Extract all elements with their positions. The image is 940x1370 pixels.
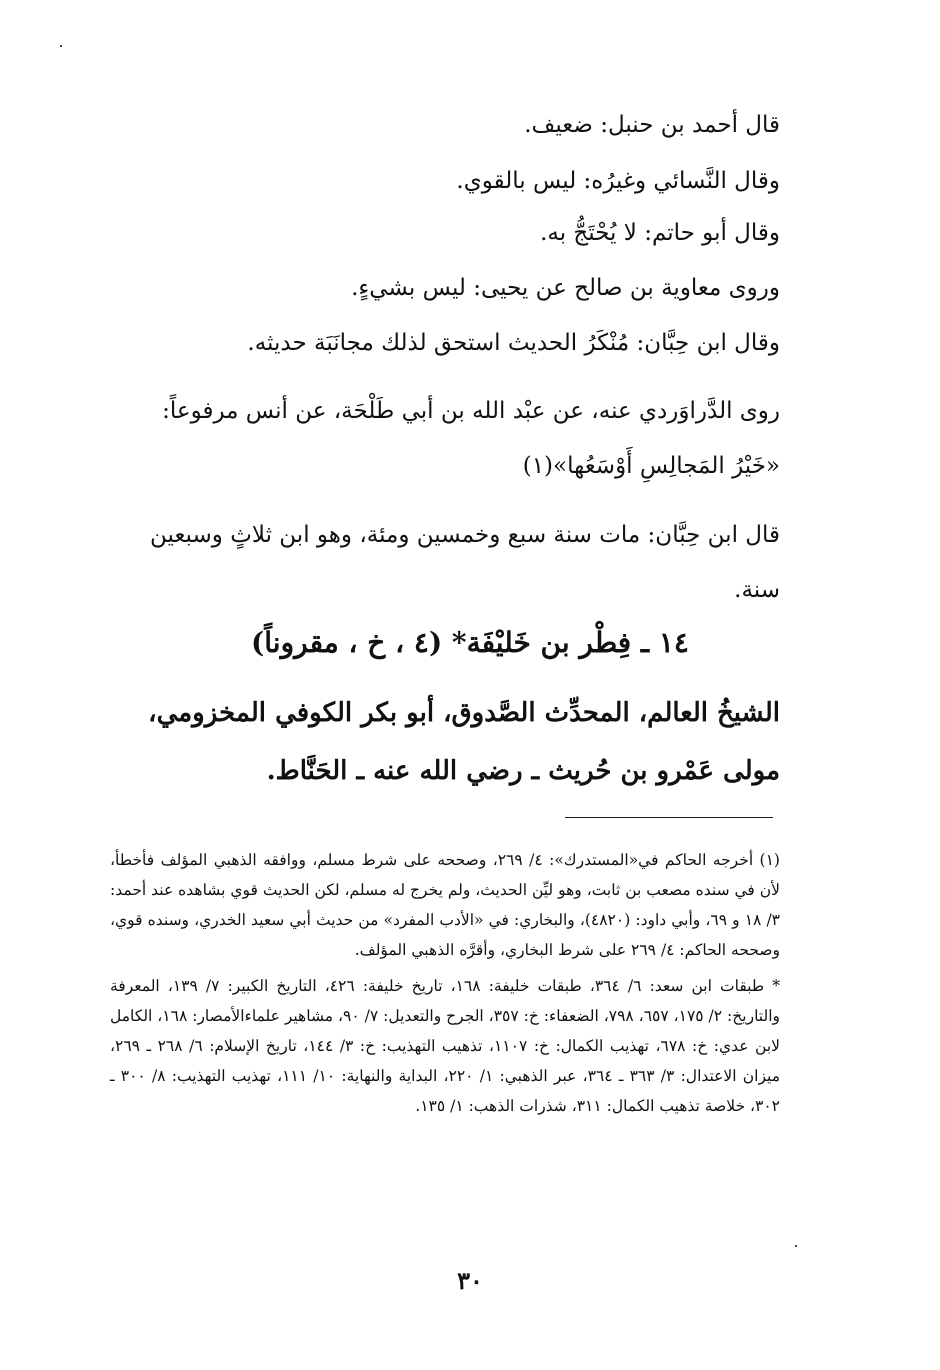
death-paragraph: قال ابن حِبَّان: مات سنة سبع وخمسين ومئة، وهو ابن ثلاثٍ وسبعين سنة. (150, 522, 780, 603)
quote-abu-hatim: وقال أبو حاتم: لا يُحْتَجُّ به. (540, 220, 780, 246)
page-number: ٣٠ (457, 1266, 483, 1295)
scan-speck (60, 45, 62, 47)
quote-ahmad: قال أحمد بن حنبل: ضعيف. (524, 112, 780, 138)
entry-heading: ١٤ ـ فِطْر بن خَليْفَة* (٤ ، خ ، مقروناً) (251, 626, 689, 659)
footnote-separator (565, 817, 773, 818)
footnote-sources: * طبقات ابن سعد: ٦/ ٣٦٤، طبقات خليفة: ١٦٨، تاريخ خليفة: ٤٢٦، التاريخ الكبير: ٧/ ١٣٩، المعرفة والتاريخ: ٢/ ١٧٥، ٦٥٧، ٧٩٨، الضعفاء: خ: ٣٥٧، الجرح والتعديل: ٧/ ٩٠، مشاهير علماءالأمصار: ١٦٨، الكامل لابن عدي: خ: ٦٧٨، تهذيب الكمال: خ: ١١٠٧، تذهيب التهذيب: خ: ٣/ ١٤٤، تاريخ الإسلام: ٦/ ٢٦٨ ـ ٢٦٩، ميزان الاعتدال: ٣/ ٣٦٣ ـ ٣٦٤، عبر الذهبي: ١/ ٢٢٠، البداية والنهاية: ١٠/ ١١١، تهذيب التهذيب: ٨/ ٣٠٠ ـ ٣٠٢، خلاصة تذهيب الكمال: ٣١١، شذرات الذهب: ١/ ١٣٥. (110, 977, 781, 1115)
scan-speck (795, 1245, 797, 1247)
quote-muawiya: وروى معاوية بن صالح عن يحيى: ليس بشيءٍ. (351, 275, 780, 301)
footnotes (110, 845, 780, 1121)
entry-bio: الشيخُ العالم، المحدِّث الصَّدوق، أبو بكر الكوفي المخزومي، مولى عَمْرو بن حُريث ـ رضي الله عنه ـ الحَنَّاط. (148, 698, 780, 786)
quote-ibn-hibban: وقال ابن حِبَّان: مُنْكَرُ الحديث استحق لذلك مجانَبَة حديثه. (247, 330, 780, 356)
quote-nasai: وقال النَّسائي وغيرُه: ليس بالقوي. (456, 168, 780, 194)
footnote-1: (١) أخرجه الحاكم في«المستدرك»: ٤/ ٢٦٩، وصححه على شرط مسلم، ووافقه الذهبي المؤلف فأخطأ، لأن في سنده مصعب بن ثابت، وهو ليِّن الحديث، ولم يخرج له مسلم، لكن الحديث قوي بشاهده عند أحمد: ٣/ ١٨ و ٦٩، وأبي داود: (٤٨٢٠)، والبخاري: في «الأدب المفرد» من حديث أبي سعيد الخدري، وسنده قوي، وصححه الحاكم: ٤/ ٢٦٩ على شرط البخاري، وأقرَّه الذهبي المؤلف. (110, 851, 780, 959)
hadith-paragraph: روى الدَّراوَردي عنه، عن عبْد الله بن أبي طَلْحَة، عن أنس مرفوعاً: «خَيْرُ المَجالِسِ أَوْسَعُها»(١) (162, 398, 780, 479)
